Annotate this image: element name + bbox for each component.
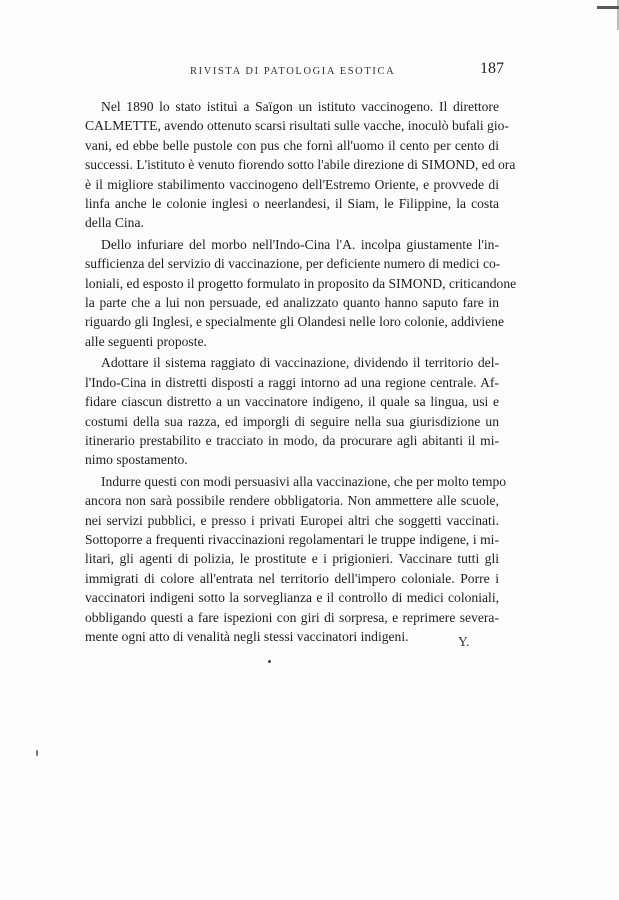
paragraph-2 xyxy=(85,235,517,351)
text-line: vani, ed ebbe belle pustole con pus che fornì all'uomo il cento per cento di xyxy=(85,137,499,153)
text-line: itinerario prestabilito e tracciato in modo, da procurare agli abitanti il mi- xyxy=(85,432,499,448)
text-line: la parte che a lui non persuade, ed analizzato quanto hanno saputo fare in xyxy=(85,295,499,311)
paragraph-3 xyxy=(85,353,499,469)
text-line: immigrati di colore all'entrata nel territorio dell'impero coloniale. Porre i xyxy=(85,570,499,586)
running-head: RIVISTA DI PATOLOGIA ESOTICA xyxy=(190,66,396,77)
text-line: Indurre questi con modi persuasivi alla vaccinazione, che per molto tempo xyxy=(101,473,507,489)
text-line: Adottare il sistema raggiato di vaccinazione, dividendo il territorio del- xyxy=(101,355,499,371)
text-line: loniali, ed esposto il progetto formulato in proposito da SIMOND, criticandone xyxy=(85,275,517,291)
text-line: mente ogni atto di venalità negli stessi vaccinatori indigeni. xyxy=(85,628,409,644)
text-line: Dello infuriare del morbo nell'Indo-Cina l'A. incolpa giustamente l'in- xyxy=(101,236,499,252)
ink-speck xyxy=(268,660,271,663)
text-line: litari, gli agenti di polizia, le prostitute e i prigionieri. Vaccinare tutti gli xyxy=(85,551,499,567)
article-body xyxy=(85,97,517,646)
page-number: 187 xyxy=(480,60,504,77)
text-line: nei servizi pubblici, e presso i privati Europei altri che soggetti vaccinati. xyxy=(85,512,499,528)
text-line: costumi della sua razza, ed imporgli di seguire nella sua giurisdizione un xyxy=(85,413,499,429)
text-line: alle seguenti proposte. xyxy=(85,333,207,349)
text-line: linfa anche le colonie inglesi o neerlandesi, il Siam, le Filippine, la costa xyxy=(85,196,499,212)
text-line: nimo spostamento. xyxy=(85,452,188,468)
ink-speck xyxy=(36,750,38,756)
text-line: è il migliore stabilimento vaccinogeno dell'Estremo Oriente, e provvede di xyxy=(85,176,499,192)
text-line: vaccinatori indigeni sotto la sorveglianza e il controllo di medici coloniali, xyxy=(85,590,499,606)
paragraph-4 xyxy=(85,472,507,647)
text-line: fidare ciascun distretto a un vaccinatore indigeno, il quale sa lingua, usi e xyxy=(85,394,499,410)
text-line: della Cina. xyxy=(85,215,144,231)
text-line: Nel 1890 lo stato istituì a Saïgon un istituto vaccinogeno. Il direttore xyxy=(101,99,499,114)
text-line: sufficienza del servizio di vaccinazione, per deficiente numero di medici co- xyxy=(85,256,501,272)
paragraph-1 xyxy=(85,97,516,233)
text-line: ancora non sarà possibile rendere obbligatoria. Non ammettere alle scuole, xyxy=(85,493,499,509)
text-line: successi. L'istituto è venuto fiorendo sotto l'abile direzione di SIMOND, ed ora xyxy=(85,157,516,173)
author-signature: Y. xyxy=(458,634,470,649)
text-line: l'Indo-Cina in distretti disposti a raggi intorno ad una regione centrale. Af- xyxy=(85,374,499,390)
text-line: Sottoporre a frequenti rivaccinazioni regolamentari le truppe indigene, i mi- xyxy=(85,531,499,547)
text-line: CALMETTE, avendo ottenuto scarsi risultati sulle vacche, inoculò bufali gio- xyxy=(85,118,509,134)
text-line: obbligando questi a fare ispezioni con giri di sorpresa, e reprimere severa- xyxy=(85,609,499,625)
page-edge-mark xyxy=(597,6,619,9)
text-line: riguardo gli Inglesi, e specialmente gli Olandesi nelle loro colonie, addiviene xyxy=(85,314,505,330)
